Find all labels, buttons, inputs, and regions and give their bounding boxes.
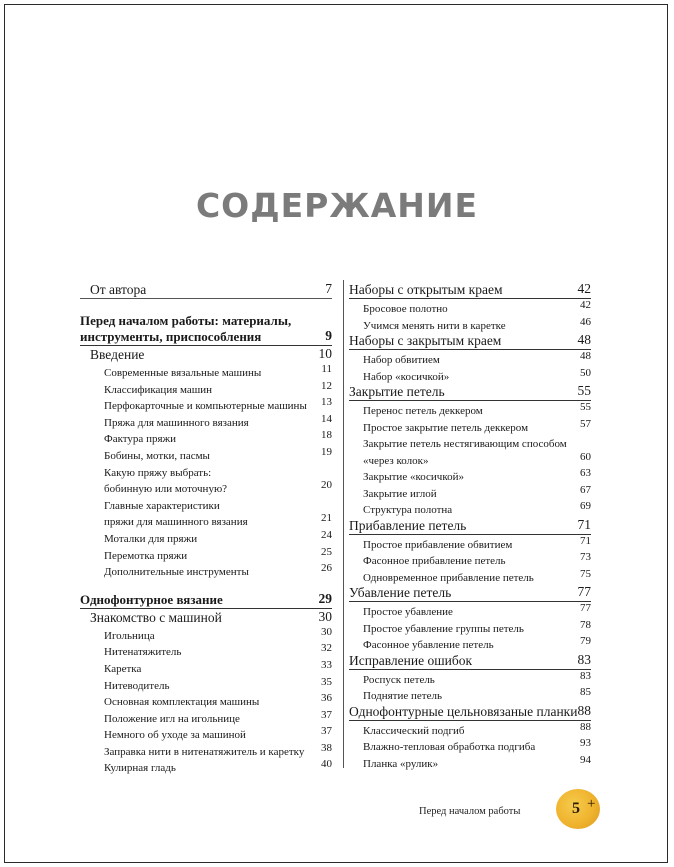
toc-entry-title: Главные характеристики xyxy=(104,499,220,512)
toc-entry-title: Какую пряжу выбрать: xyxy=(104,466,212,479)
toc-entry-title: Бросовое полотно xyxy=(363,303,448,315)
toc-entry-title: Моталки для пряжи xyxy=(104,532,198,545)
toc-entry-title: Кулирная гладь xyxy=(104,762,176,775)
toc-entry-title: пряжи для машинного вязания xyxy=(104,516,248,529)
toc-entry-title: Закрытие «косичкой» xyxy=(363,471,464,483)
toc-entry[interactable] xyxy=(349,686,591,703)
toc-entry-page: 42 xyxy=(577,281,591,296)
toc-entry-title: Планка «рулик» xyxy=(363,757,439,770)
toc-entry[interactable] xyxy=(349,602,591,619)
toc-entry-title: Классический подгиб xyxy=(363,724,465,737)
toc-entry-page: 37 xyxy=(321,725,332,738)
toc-entry[interactable] xyxy=(349,517,591,535)
toc-entry[interactable] xyxy=(80,429,332,446)
toc-entry[interactable] xyxy=(349,281,591,299)
toc-entry-page: 75 xyxy=(580,567,591,580)
toc-entry[interactable] xyxy=(80,396,332,413)
column-divider xyxy=(343,280,344,768)
page-number-badge xyxy=(556,789,600,829)
toc-entry-title: Набор «косичкой» xyxy=(363,370,450,383)
toc-entry-page: 71 xyxy=(577,516,591,532)
toc-entry-title: Перемотка пряжи xyxy=(104,549,188,562)
toc-entry-title: Поднятие петель xyxy=(363,690,442,702)
toc-entry-title: Перфокарточные и компьютерные машины xyxy=(104,400,307,413)
toc-entry[interactable] xyxy=(80,363,332,380)
toc-entry-title: бобинную или моточную? xyxy=(104,483,228,496)
toc-entry[interactable] xyxy=(80,642,332,659)
toc-entry-title: «через колок» xyxy=(363,454,429,467)
toc-entry-page: 83 xyxy=(580,669,591,682)
toc-entry-title: Структура полотна xyxy=(363,504,453,516)
toc-entry-page: 20 xyxy=(321,479,332,492)
toc-entry[interactable] xyxy=(349,737,591,754)
toc-entry-page: 77 xyxy=(577,584,591,599)
toc-entry[interactable] xyxy=(80,328,332,346)
toc-entry-page: 50 xyxy=(580,366,591,379)
toc-entry-title: Нитенатяжитель xyxy=(104,646,182,659)
toc-entry[interactable] xyxy=(349,635,591,652)
toc-entry[interactable] xyxy=(349,619,591,636)
toc-entry[interactable] xyxy=(349,367,591,384)
toc-entry-title: Убавление петель xyxy=(349,585,452,600)
toc-entry-page: 55 xyxy=(577,383,591,398)
toc-entry-page: 32 xyxy=(321,642,332,655)
toc-entry[interactable] xyxy=(80,413,332,430)
toc-entry-title: Наборы с закрытым краем xyxy=(349,333,502,348)
toc-entry-title: Дополнительные инструменты xyxy=(104,566,249,579)
toc-entry[interactable] xyxy=(80,676,332,693)
toc-entry-page: 48 xyxy=(577,332,591,347)
toc-entry[interactable] xyxy=(80,742,332,759)
toc-entry[interactable] xyxy=(80,529,332,546)
toc-entry[interactable] xyxy=(80,496,332,513)
toc-entry[interactable] xyxy=(349,316,591,333)
toc-entry[interactable] xyxy=(80,479,332,496)
toc-entry-title: Простое прибавление обвитием xyxy=(363,538,513,551)
toc-entry-title: Наборы с открытым краем xyxy=(349,282,503,297)
running-footer: Перед началом работы xyxy=(419,806,521,817)
toc-entry-title: Роспуск петель xyxy=(363,673,435,686)
toc-entry[interactable] xyxy=(80,709,332,726)
toc-entry-title: Классификация машин xyxy=(104,383,213,396)
toc-entry[interactable] xyxy=(349,383,591,401)
toc-entry-page: 30 xyxy=(321,625,332,638)
toc-entry-title: Основная комплектация машины xyxy=(104,696,260,709)
toc-entry-page: 7 xyxy=(325,281,332,296)
toc-entry-page: 36 xyxy=(321,692,332,705)
toc-entry-page: 73 xyxy=(580,551,591,563)
toc-entry[interactable] xyxy=(349,401,591,418)
toc-entry-title: Знакомство с машиной xyxy=(90,609,222,625)
toc-entry-title: Влажно-тепловая обработка подгиба xyxy=(363,741,536,753)
toc-entry-title: Заправка нити в нитенатяжитель и каретку xyxy=(104,745,305,758)
toc-entry[interactable] xyxy=(80,609,332,626)
toc-entry[interactable] xyxy=(80,463,332,480)
toc-entry-title: Бобины, мотки, пасмы xyxy=(104,449,210,462)
toc-entry[interactable] xyxy=(349,754,591,771)
toc-entry[interactable] xyxy=(80,312,332,328)
toc-entry[interactable] xyxy=(349,670,591,687)
toc-entry[interactable] xyxy=(349,299,591,316)
toc-entry-title: Фасонное прибавление петель xyxy=(363,555,506,567)
toc-entry-title: Игольница xyxy=(104,629,155,642)
toc-entry-title: Однофонтурное вязание xyxy=(80,591,223,607)
toc-entry-page: 9 xyxy=(325,328,332,343)
toc-entry[interactable] xyxy=(80,692,332,709)
toc-entry[interactable] xyxy=(349,584,591,602)
toc-entry[interactable] xyxy=(80,591,332,609)
toc-entry[interactable] xyxy=(349,551,591,568)
toc-entry[interactable] xyxy=(80,546,332,563)
toc-entry-page: 35 xyxy=(321,675,332,688)
toc-entry-page: 10 xyxy=(318,346,332,361)
toc-entry-title: Фасонное убавление петель xyxy=(363,639,494,651)
toc-entry[interactable] xyxy=(80,446,332,463)
toc-entry-page: 29 xyxy=(318,590,332,606)
toc-entry[interactable] xyxy=(80,659,332,676)
toc-entry-page: 14 xyxy=(321,412,332,425)
toc-entry-page: 57 xyxy=(580,417,591,430)
toc-entry-title: инструменты, приспособления xyxy=(80,329,262,344)
toc-entry-page: 83 xyxy=(577,651,591,667)
toc-entry[interactable] xyxy=(349,434,591,451)
toc-entry-title: Немного об уходе за машиной xyxy=(104,729,246,742)
toc-entry-page: 48 xyxy=(580,350,591,362)
toc-entry-page: 79 xyxy=(580,635,591,647)
toc-entry-title: Нитеводитель xyxy=(104,679,170,692)
toc-entry-title: Однофонтурные цельновязаные планки xyxy=(349,703,578,719)
toc-entry-page: 24 xyxy=(321,528,332,541)
toc-entry[interactable] xyxy=(80,512,332,529)
toc-entry-page: 46 xyxy=(580,315,591,328)
toc-entry-title: Современные вязальные машины xyxy=(104,367,262,379)
toc-right-column xyxy=(349,281,591,770)
toc-entry-page: 40 xyxy=(321,758,332,771)
toc-entry[interactable] xyxy=(80,281,332,299)
toc-entry-page: 12 xyxy=(321,379,332,392)
toc-entry-title: Учимся менять нити в каретке xyxy=(363,319,506,332)
toc-entry-title: Прибавление петель xyxy=(349,517,467,533)
toc-entry[interactable] xyxy=(80,626,332,643)
toc-entry-page: 19 xyxy=(321,445,332,458)
toc-entry-title: Каретка xyxy=(104,662,142,675)
toc-entry-title: Пряжа для машинного вязания xyxy=(104,416,249,429)
toc-entry-page: 33 xyxy=(321,658,332,671)
toc-entry-page: 55 xyxy=(580,401,591,413)
toc-entry[interactable] xyxy=(349,451,591,468)
toc-entry-page: 37 xyxy=(321,708,332,721)
toc-entry-title: Простое убавление группы петель xyxy=(363,622,524,635)
toc-entry-page: 18 xyxy=(321,429,332,442)
toc-entry-page: 13 xyxy=(321,396,332,409)
toc-entry-page: 93 xyxy=(580,737,591,749)
toc-entry[interactable] xyxy=(80,380,332,397)
toc-entry-page: 21 xyxy=(321,512,332,525)
toc-entry-page: 63 xyxy=(580,467,591,479)
toc-entry-page: 77 xyxy=(580,602,591,614)
toc-entry-title: Положение игл на игольнице xyxy=(104,712,240,725)
page-number: 5 xyxy=(572,800,580,817)
toc-entry-page: 71 xyxy=(580,534,591,547)
plus-icon: + xyxy=(587,796,596,812)
toc-entry-page: 85 xyxy=(580,686,591,698)
toc-entry[interactable] xyxy=(349,500,591,517)
toc-entry-title: Простое убавление xyxy=(363,606,453,618)
toc-entry-title: Закрытие иглой xyxy=(363,487,437,500)
toc-entry-page: 88 xyxy=(580,720,591,733)
toc-left-column xyxy=(80,281,332,775)
toc-entry[interactable] xyxy=(349,703,591,721)
toc-entry-page: 42 xyxy=(580,299,591,311)
toc-entry-page: 67 xyxy=(580,483,591,496)
toc-entry[interactable] xyxy=(349,721,591,738)
toc-entry-page: 60 xyxy=(580,450,591,463)
toc-entry[interactable] xyxy=(349,652,591,670)
toc-entry[interactable] xyxy=(349,484,591,501)
toc-entry-title: От автора xyxy=(90,282,147,297)
toc-entry-title: Перед началом работы: материалы, xyxy=(80,313,292,328)
toc-entry[interactable] xyxy=(80,725,332,742)
toc-entry[interactable] xyxy=(80,346,332,363)
toc-entry-page: 11 xyxy=(321,363,332,375)
toc-entry-title: Фактура пряжи xyxy=(104,433,176,446)
toc-entry[interactable] xyxy=(349,568,591,585)
toc-entry-title: Набор обвитием xyxy=(363,354,440,366)
toc-entry-title: Введение xyxy=(90,347,145,362)
toc-entry-page: 26 xyxy=(321,562,332,575)
toc-entry-page: 88 xyxy=(577,702,591,718)
toc-entry[interactable] xyxy=(80,562,332,579)
page-title: СОДЕРЖАНИЕ xyxy=(195,186,479,225)
toc-entry-title: Перенос петель деккером xyxy=(363,405,483,417)
toc-entry-page: 94 xyxy=(580,753,591,766)
toc-entry-title: Одновременное прибавление петель xyxy=(363,571,534,584)
toc-entry-title: Исправление ошибок xyxy=(349,652,472,668)
toc-entry[interactable] xyxy=(349,332,591,350)
toc-entry-page: 30 xyxy=(318,608,332,624)
toc-entry[interactable] xyxy=(80,758,332,775)
toc-entry-title: Простое закрытие петель деккером xyxy=(363,421,529,434)
toc-entry-title: Закрытие петель xyxy=(349,384,445,399)
toc-entry-page: 78 xyxy=(580,618,591,631)
toc-entry[interactable] xyxy=(349,418,591,435)
toc-entry-page: 38 xyxy=(321,741,332,754)
toc-entry[interactable] xyxy=(349,350,591,367)
toc-entry-page: 25 xyxy=(321,545,332,558)
toc-entry-title: Закрытие петель нестягивающим способом xyxy=(363,438,567,450)
toc-entry-page: 69 xyxy=(580,500,591,512)
toc-entry[interactable] xyxy=(349,535,591,552)
toc-entry[interactable] xyxy=(349,467,591,484)
